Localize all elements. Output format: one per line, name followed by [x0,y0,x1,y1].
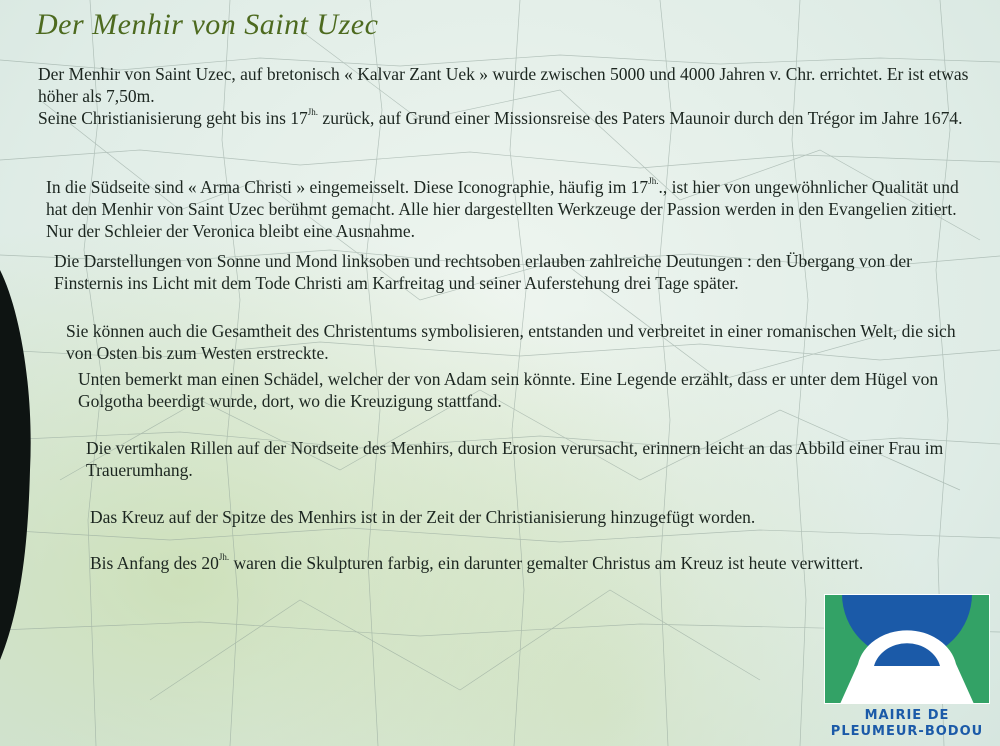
mairie-emblem [824,594,990,704]
paragraph-4: Sie können auch die Gesamtheit des Christentums symbolisieren, entstanden und verbreitet in einer romanischen Welt, die sich von Osten bis zum Westen erstreckte. [66,321,956,363]
paragraph-5: Unten bemerkt man einen Schädel, welcher der von Adam sein könnte. Eine Legende erzählt, dass er unter dem Hügel von Golgotha beerdigt wurde, dort, wo die Kreuzigung stattfand. [78,369,939,411]
paragraph-6: Die vertikalen Rillen auf der Nordseite des Menhirs, durch Erosion verursacht, erinnern leicht an das Abbild einer Frau im Trauerumhang. [86,438,944,480]
paragraph-7: Das Kreuz auf der Spitze des Menhirs ist in der Zeit der Christianisierung hinzugefügt worden. [90,507,756,527]
paragraph-2-text-b: ., ist hier von ungewöhnlicher Qualität und hat den Menhir von Saint Uzec berühmt gemacht. Alle hier dargestellten Werkzeuge der Passion werden in den Evangelien zitiert. Nur der Schleier der Veronica bleibt eine Ausnahme. [46,177,959,241]
paragraph-1 [38,63,972,129]
paragraph-8 [90,552,976,574]
page-title: Der Menhir von Saint Uzec [36,8,379,41]
paragraph-1-text-a: Der Menhir von Saint Uzec, auf bretonisch « Kalvar Zant Uek » wurde zwischen 5000 und 4000 Jahren v. Chr. errichtet. Er ist etwas höher als 7,50m. [38,64,969,106]
paragraph-2-text-a: In die Südseite sind « Arma Christi » eingemeisselt. Diese Iconographie, häufig im 17 [46,177,649,197]
menhir-shadow-edge [0,270,36,660]
paragraph-1-text-c: zurück, auf Grund einer Missionsreise des Paters Maunoir durch den Trégor im Jahre 1674. [318,108,963,128]
paragraph-2-century-sup: Jh. [648,176,659,186]
paragraph-1-text-b: Seine Christianisierung geht bis ins 17 [38,108,308,128]
paragraph-2 [46,176,972,242]
mairie-name-line1: MAIRIE DE [864,708,950,723]
mairie-name-line2: PLEUMEUR-BODOU [830,724,984,739]
paragraph-3: Die Darstellungen von Sonne und Mond linksoben und rechtsoben erlauben zahlreiche Deutungen : den Übergang von der Finsternis ins Licht mit dem Tode Christi am Karfreitag und seiner Auferstehung drei Tage später. [54,251,912,293]
mairie-logo [824,594,990,744]
paragraph-8-text-b: waren die Skulpturen farbig, ein darunter gemalter Christus am Kreuz ist heute verwittert. [229,553,864,573]
paragraph-8-century-sup: Jh. [218,552,230,562]
paragraph-1-century-sup: Jh. [307,107,319,117]
paragraph-8-text-a: Bis Anfang des 20 [90,553,219,573]
mairie-name [824,708,990,740]
